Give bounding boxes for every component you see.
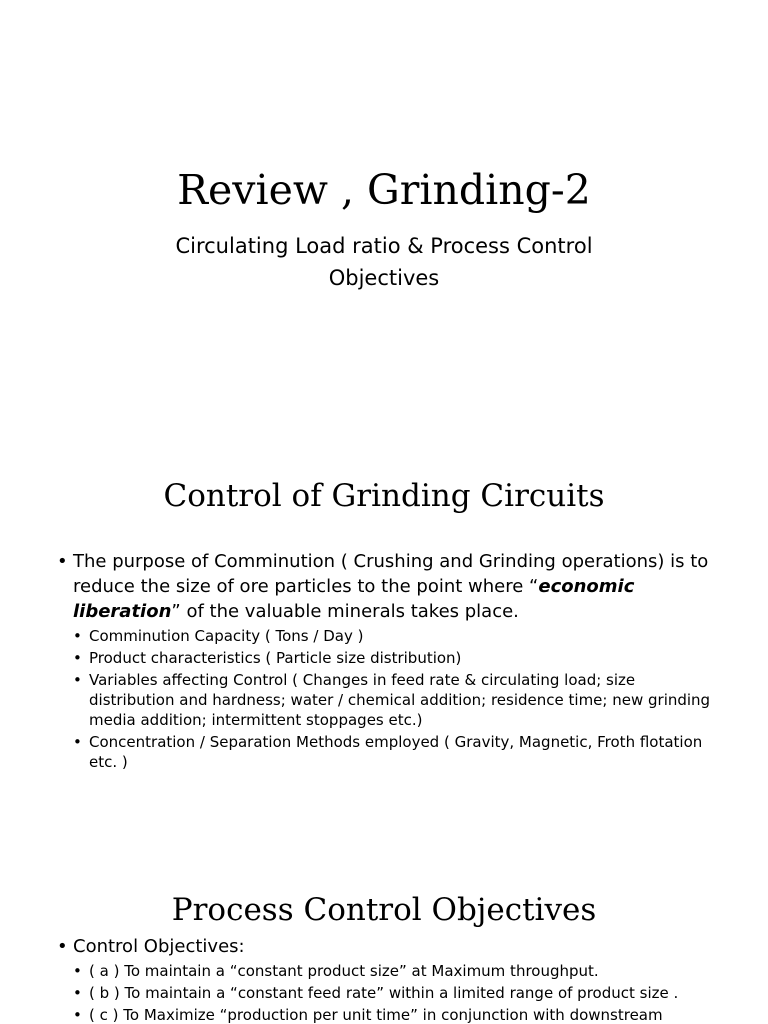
- main-bullet-text-1: The purpose of Comminution ( Crushing and Grinding operations) is to reduce the size of ore particles to the point where “: [73, 551, 709, 597]
- slide-heading: Process Control Objectives: [171, 892, 597, 928]
- main-bullet-text-2: ” of the valuable minerals takes place.: [171, 601, 519, 622]
- slide-title-heading: Review , Grinding-2: [177, 166, 591, 214]
- sub-bullet: • ( c ) To Maximize “production per unit time” in conjunction with downstream: [73, 1005, 757, 1024]
- main-bullet: [57, 934, 757, 1024]
- slide-process-control: [0, 864, 768, 1024]
- bullet-list: [57, 549, 717, 772]
- main-bullet-emphasis: economic liberation: [73, 576, 635, 622]
- slide-title: [0, 0, 768, 432]
- bullet-list: [57, 934, 757, 1024]
- main-bullet-text: Control Objectives:: [73, 936, 245, 957]
- subtitle-line-1: Circulating Load ratio & Process Control: [175, 234, 593, 258]
- sub-bullet: • ( b ) To maintain a “constant feed rate” within a limited range of product size .: [73, 983, 757, 1003]
- sub-bullet: • Comminution Capacity ( Tons / Day ): [73, 626, 717, 646]
- slide-subtitle: [0, 230, 768, 294]
- sub-bullet: • ( a ) To maintain a “constant product size” at Maximum throughput.: [73, 961, 757, 981]
- subtitle-line-2: Objectives: [328, 266, 440, 290]
- sub-bullet: • Product characteristics ( Particle size distribution): [73, 648, 717, 668]
- main-bullet: [57, 549, 717, 772]
- sub-bullet: • Variables affecting Control ( Changes in feed rate & circulating load; size distribution and hardness; water / chemical addition; residence time; new grinding media addition; intermittent stoppages etc.): [73, 670, 717, 730]
- slide-control-grinding: [0, 432, 768, 864]
- sub-bullet-list: [73, 961, 757, 1024]
- sub-bullet: • Concentration / Separation Methods employed ( Gravity, Magnetic, Froth flotation etc. ): [73, 732, 717, 772]
- slide-heading: Control of Grinding Circuits: [163, 478, 605, 514]
- sub-bullet-list: [73, 626, 717, 772]
